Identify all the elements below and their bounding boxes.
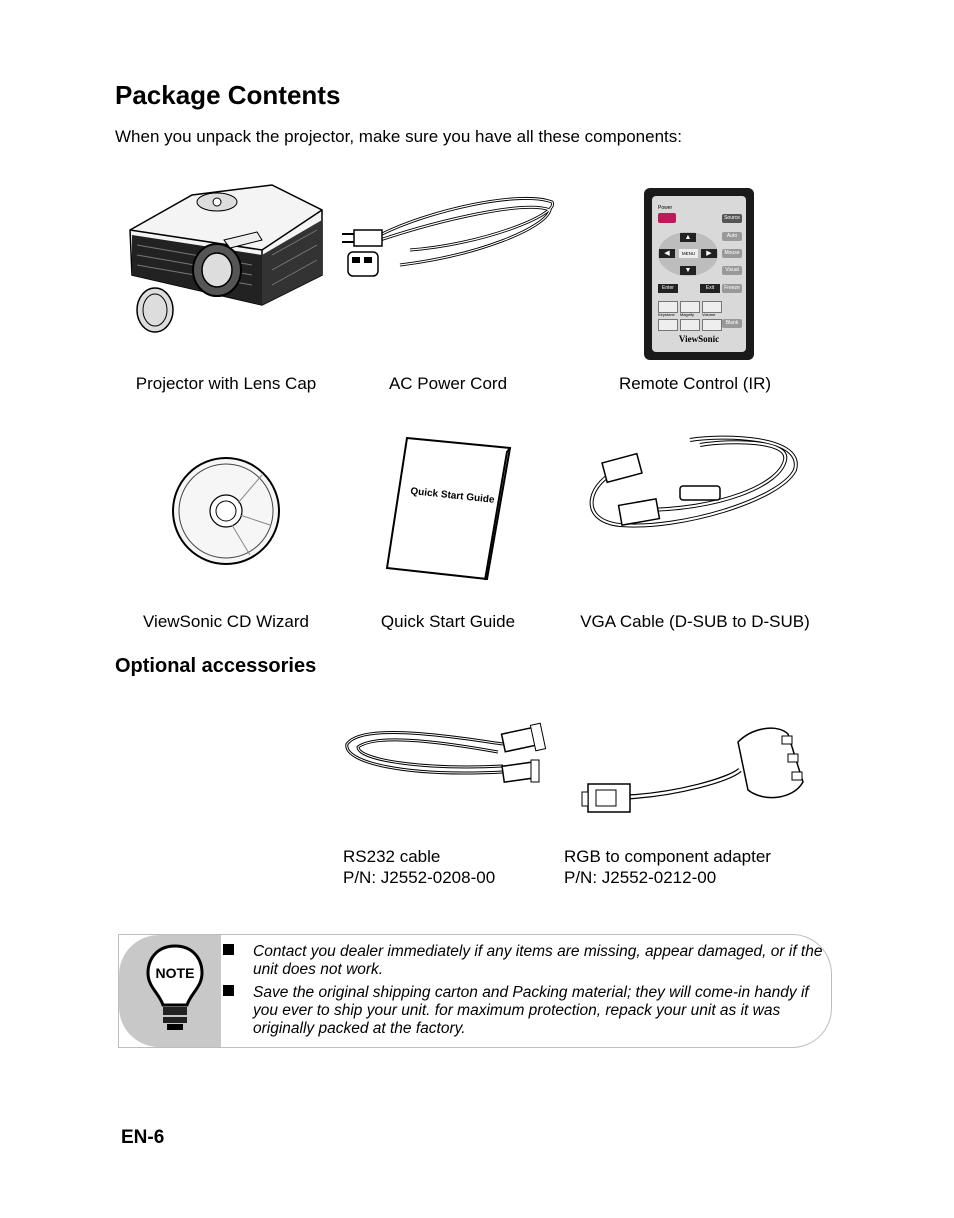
remote-brand: ViewSonic [678,334,720,344]
remote-power-button [658,213,676,223]
remote-menu-button: MENU [679,249,698,258]
right-arrow-icon: ▶ [701,249,717,258]
item-caption: ViewSonic CD Wizard [143,612,309,631]
remote-volume-label: Volume [702,312,716,317]
intro-text: When you unpack the projector, make sure you have all these components: [115,127,682,146]
note-lightbulb-icon [145,943,205,1033]
bullet-icon [223,985,234,996]
remote-magnify-label: Magnify [680,312,695,317]
remote-lower-keys [658,301,720,329]
left-arrow-icon: ◀ [659,249,675,258]
cd-icon [170,455,282,567]
note-item: Save the original shipping carton and Packing material; they will come-in handy if you ever to ship your unit. for maximum protection, repack your unit as it was originally packed at the factory. [253,984,809,1037]
bullet-icon [223,944,234,955]
remote-enter-button: Enter [658,284,678,293]
guide-cover-title: Quick Start Guide [409,486,496,506]
note-box [118,934,832,1048]
optional-item-pn: P/N: J2552-0212-00 [564,868,717,887]
remote-freeze-button: Freeze [722,284,742,293]
item-caption: VGA Cable (D-SUB to D-SUB) [580,612,810,631]
item-caption: AC Power Cord [388,374,508,393]
vga-cable-icon [580,430,808,555]
remote-source-button: Source [722,214,742,223]
guide-booklet-icon [385,436,515,582]
remote-power-label: Power [658,205,673,211]
remote-mouse-button: Mouse [722,249,742,258]
remote-blank-button: Blank [722,319,742,328]
item-caption: Projector with Lens Cap [135,374,317,393]
remote-control-icon [644,188,754,360]
optional-item-name: RS232 cable [343,847,441,866]
page-title: Package Contents [115,80,341,110]
power-cord-icon [340,190,560,290]
remote-auto-button: Auto [722,232,742,241]
remote-keystone-label: Keystone [658,312,675,317]
page-number: EN-6 [121,1127,165,1148]
item-caption: Quick Start Guide [380,612,516,631]
optional-item-name: RGB to component adapter [564,847,771,866]
section-heading: Optional accessories [115,655,317,677]
note-label: NOTE [155,965,195,981]
item-caption: Remote Control (IR) [618,374,772,393]
projector-icon [122,180,327,335]
note-sidebar [119,935,221,1047]
rgb-component-adapter-icon [578,722,808,822]
optional-item-pn: P/N: J2552-0208-00 [343,868,496,887]
remote-exit-button: Exit [700,284,720,293]
remote-visual-button: Visual [722,266,742,275]
rs232-cable-icon [343,722,553,800]
down-arrow-icon: ▼ [680,266,696,275]
note-item: Contact you dealer immediately if any items are missing, appear damaged, or if the unit does not work. [253,943,823,978]
optional-item-rs232 [343,846,495,888]
up-arrow-icon: ▲ [680,233,696,242]
optional-item-rgb-adapter [564,846,771,888]
